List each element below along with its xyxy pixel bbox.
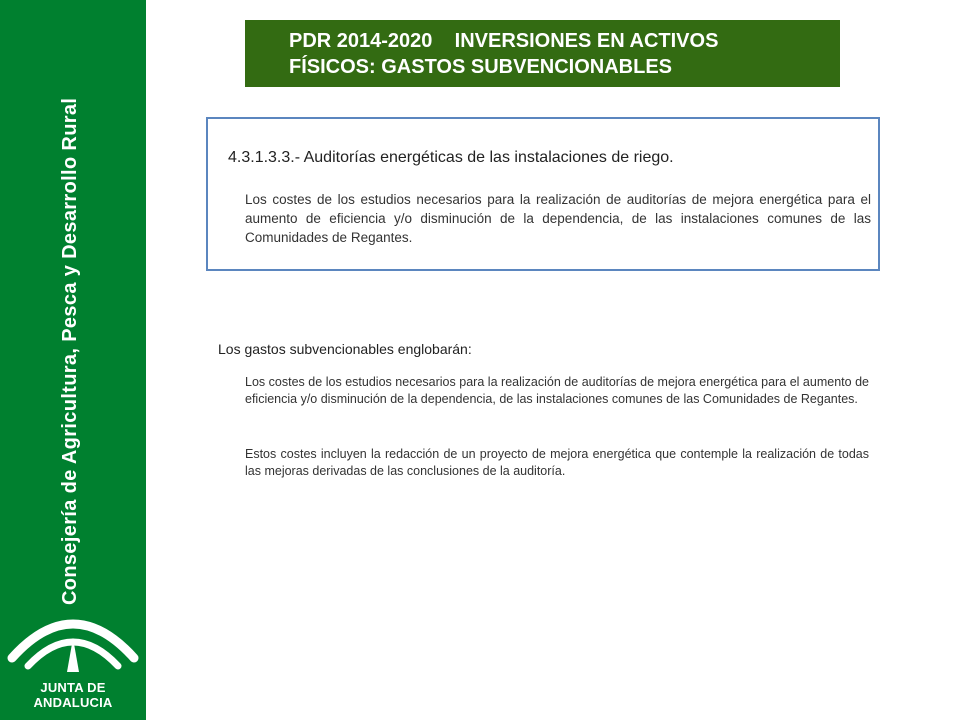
expenses-paragraph-1: Los costes de los estudios necesarios para la realización de auditorías de mejora energética para el aumento de eficiencia y/o disminución de la dependencia, de las instalaciones comunes de las Comunidades de Regantes. <box>245 375 869 406</box>
section-heading: 4.3.1.3.3.- Auditorías energéticas de las instalaciones de riego. <box>228 149 674 166</box>
title-line-2: FÍSICOS: GASTOS SUBVENCIONABLES <box>289 56 673 78</box>
section-box <box>206 117 880 271</box>
expenses-intro: Los gastos subvencionables englobarán: <box>218 341 472 357</box>
logo-text: JUNTA DE ANDALUCIA <box>33 680 113 710</box>
title-line-1: PDR 2014-2020 INVERSIONES EN ACTIVOS <box>289 30 719 52</box>
section-body: Los costes de los estudios necesarios para la realización de auditorías de mejora energética para el aumento de eficiencia y/o disminución de la dependencia, de las instalaciones comunes de las Comunidades de Regantes. <box>245 192 871 245</box>
sidebar-vertical-title: Consejería de Agricultura, Pesca y Desarrollo Rural <box>59 97 81 605</box>
expenses-paragraph-2: Estos costes incluyen la redacción de un proyecto de mejora energética que contemple la realización de todas las mejoras derivadas de las conclusiones de la auditoría. <box>245 447 869 478</box>
sidebar <box>0 0 146 720</box>
page-title <box>245 20 840 87</box>
